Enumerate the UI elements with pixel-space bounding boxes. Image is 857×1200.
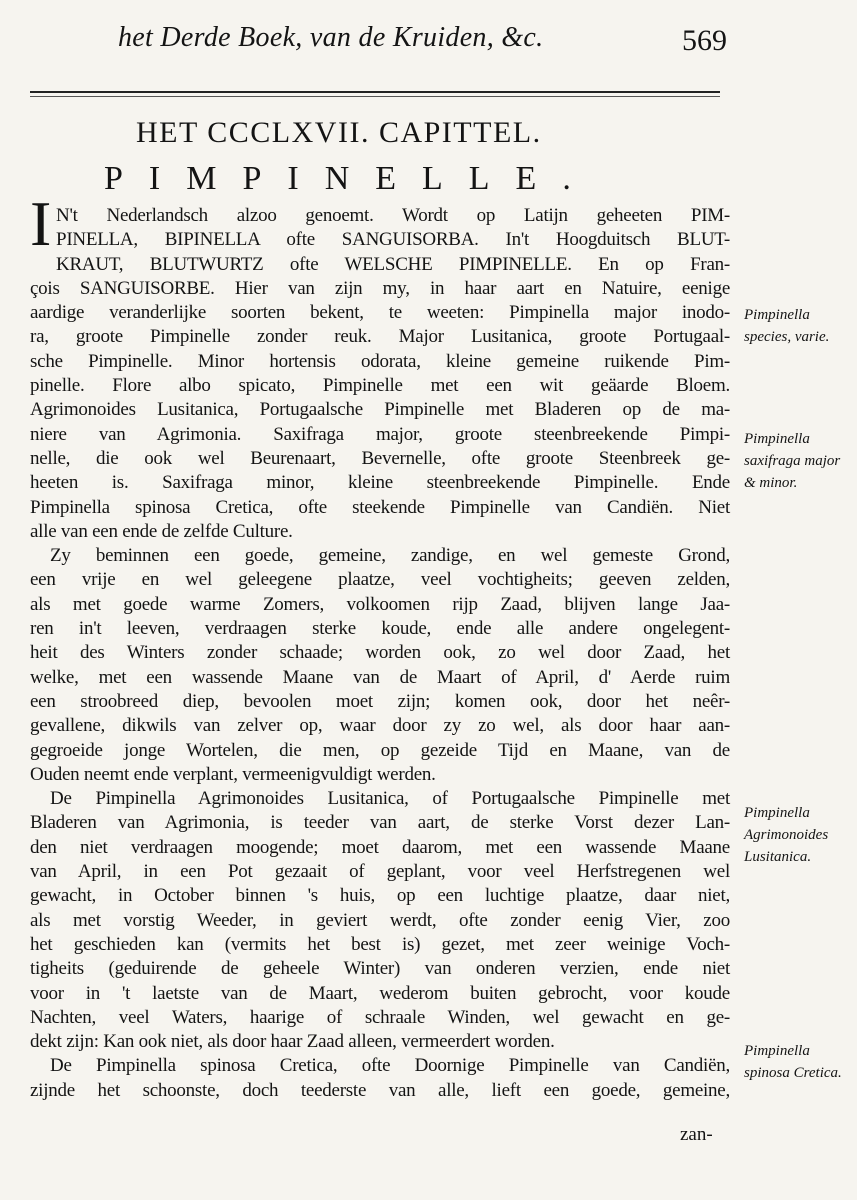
margin-note-saxifraga: Pimpinella saxifraga major & minor. bbox=[744, 431, 841, 491]
text-line: De Pimpinella spinosa Cretica, ofte Doornige Pimpinelle van Candiën, bbox=[50, 1055, 730, 1077]
text-line: sche Pimpinelle. Minor hortensis odorata, kleine gemeine ruikende Pim- bbox=[30, 350, 730, 372]
text-line: Nachten, veel Waters, haarige of schraale Winden, wel gewacht en ge- bbox=[30, 1006, 730, 1028]
body-text bbox=[30, 204, 730, 1103]
chapter-heading: HET CCCLXVII. CAPITTEL. bbox=[136, 116, 542, 149]
text-line: een stroobreed diep, bevoolen moet zijn; komen ook, door het neêr- bbox=[30, 690, 730, 712]
chapter-title: PIMPINELLE. bbox=[104, 160, 597, 197]
text-line: heit des Winters zonder schaade; worden ook, zo wel door Zaad, het bbox=[30, 642, 730, 664]
text-line: KRAUT, BLUTWURTZ ofte WELSCHE PIMPINELLE. En op Fran- bbox=[56, 253, 730, 275]
running-title: het Derde Boek, van de Kruiden, &c. bbox=[118, 22, 544, 53]
text-line: dekt zijn: Kan ook niet, als door haar Zaad alleen, vermeerdert worden. bbox=[30, 1031, 555, 1053]
text-line: PINELLA, BIPINELLA ofte SANGUISORBA. In't Hoogduitsch BLUT- bbox=[56, 229, 730, 251]
margin-note-spinosa: Pimpinella spinosa Cretica. bbox=[744, 1043, 842, 1081]
header-rule bbox=[30, 91, 720, 93]
page-number: 569 bbox=[682, 24, 727, 57]
text-line: als met goede warme Zomers, volkoomen rijp Zaad, blijven lange Jaa- bbox=[30, 593, 730, 615]
text-line: welke, met een wassende Maane van de Maart of April, d' Aerde ruim bbox=[30, 666, 730, 688]
drop-cap: I bbox=[30, 188, 52, 259]
text-line: gewacht, in October binnen 's huis, op een luchtige plaatze, daar niet, bbox=[30, 885, 730, 907]
text-line: çois SANGUISORBE. Hier van zijn my, in haar aart en Natuire, eenige bbox=[30, 277, 730, 299]
text-line: Bladeren van Agrimonia, is teeder van aart, de sterke Vorst dezer Lan- bbox=[30, 812, 730, 834]
text-line: Agrimonoides Lusitanica, Portugaalsche Pimpinelle met Bladeren op de ma- bbox=[30, 399, 730, 421]
text-line: den niet verdraagen moogende; moet daarom, met een wassende Maane bbox=[30, 836, 730, 858]
text-line: heeten is. Saxifraga minor, kleine steenbreekende Pimpinelle. Ende bbox=[30, 472, 730, 494]
text-line: het geschieden kan (vermits het best is) gezet, met zeer weinige Voch- bbox=[30, 933, 730, 955]
text-line: Ouden neemt ende verplant, vermeenigvuldigt werden. bbox=[30, 763, 436, 785]
text-line: niere van Agrimonia. Saxifraga major, groote steenbreekende Pimpi- bbox=[30, 423, 730, 445]
text-line: een vrije en wel geleegene plaatze, veel vochtigheits; geeven zelden, bbox=[30, 569, 730, 591]
text-line: ra, groote Pimpinelle zonder reuk. Major Lusitanica, groote Portugaal- bbox=[30, 326, 730, 348]
text-line: als met vorstig Weeder, in geviert werdt, ofte zonder eenig Vier, zoo bbox=[30, 909, 730, 931]
text-line: ren in't leeven, verdraagen sterke koude, ende alle andere ongelegent- bbox=[30, 618, 730, 640]
text-line: Pimpinella spinosa Cretica, ofte steekende Pimpinelle van Candiën. Niet bbox=[30, 496, 730, 518]
text-line: nelle, die ook wel Beurenaart, Bevernelle, ofte groote Steenbreek ge- bbox=[30, 447, 730, 469]
margin-note-species: Pimpinella species, varie. bbox=[744, 307, 830, 345]
header-rule-thin bbox=[30, 96, 720, 97]
text-line: voor in 't laetste van de Maart, wederom buiten gebrocht, voor koude bbox=[30, 982, 730, 1004]
text-line: pinelle. Flore albo spicato, Pimpinelle met een wit geäarde Bloem. bbox=[30, 375, 730, 397]
catchword: zan- bbox=[680, 1124, 713, 1145]
text-line: zijnde het schoonste, doch teederste van alle, lieft een goede, gemeine, bbox=[30, 1079, 730, 1101]
text-line: gevallene, dikwils van zelver op, waar door zy zo wel, als door haar aan- bbox=[30, 715, 730, 737]
text-line: tigheits (geduirende de geheele Winter) van onderen verzien, ende niet bbox=[30, 958, 730, 980]
text-line: alle van een ende de zelfde Culture. bbox=[30, 520, 293, 542]
text-line: aardige veranderlijke soorten bekent, te weeten: Pimpinella major inodo- bbox=[30, 302, 730, 324]
text-line: Zy beminnen een goede, gemeine, zandige, en wel gemeste Grond, bbox=[50, 545, 730, 567]
text-line: gegroeide jonge Wortelen, die men, op gezeide Tijd en Maane, van de bbox=[30, 739, 730, 761]
text-line: N't Nederlandsch alzoo genoemt. Wordt op Latijn geheeten PIM- bbox=[56, 205, 730, 226]
margin-note-agrimonoides: Pimpinella Agrimonoides Lusitanica. bbox=[744, 805, 829, 865]
text-line: De Pimpinella Agrimonoides Lusitanica, of Portugaalsche Pimpinelle met bbox=[50, 788, 730, 810]
text-line: van April, in een Pot gezaait of geplant, voor veel Herfstregenen wel bbox=[30, 861, 730, 883]
